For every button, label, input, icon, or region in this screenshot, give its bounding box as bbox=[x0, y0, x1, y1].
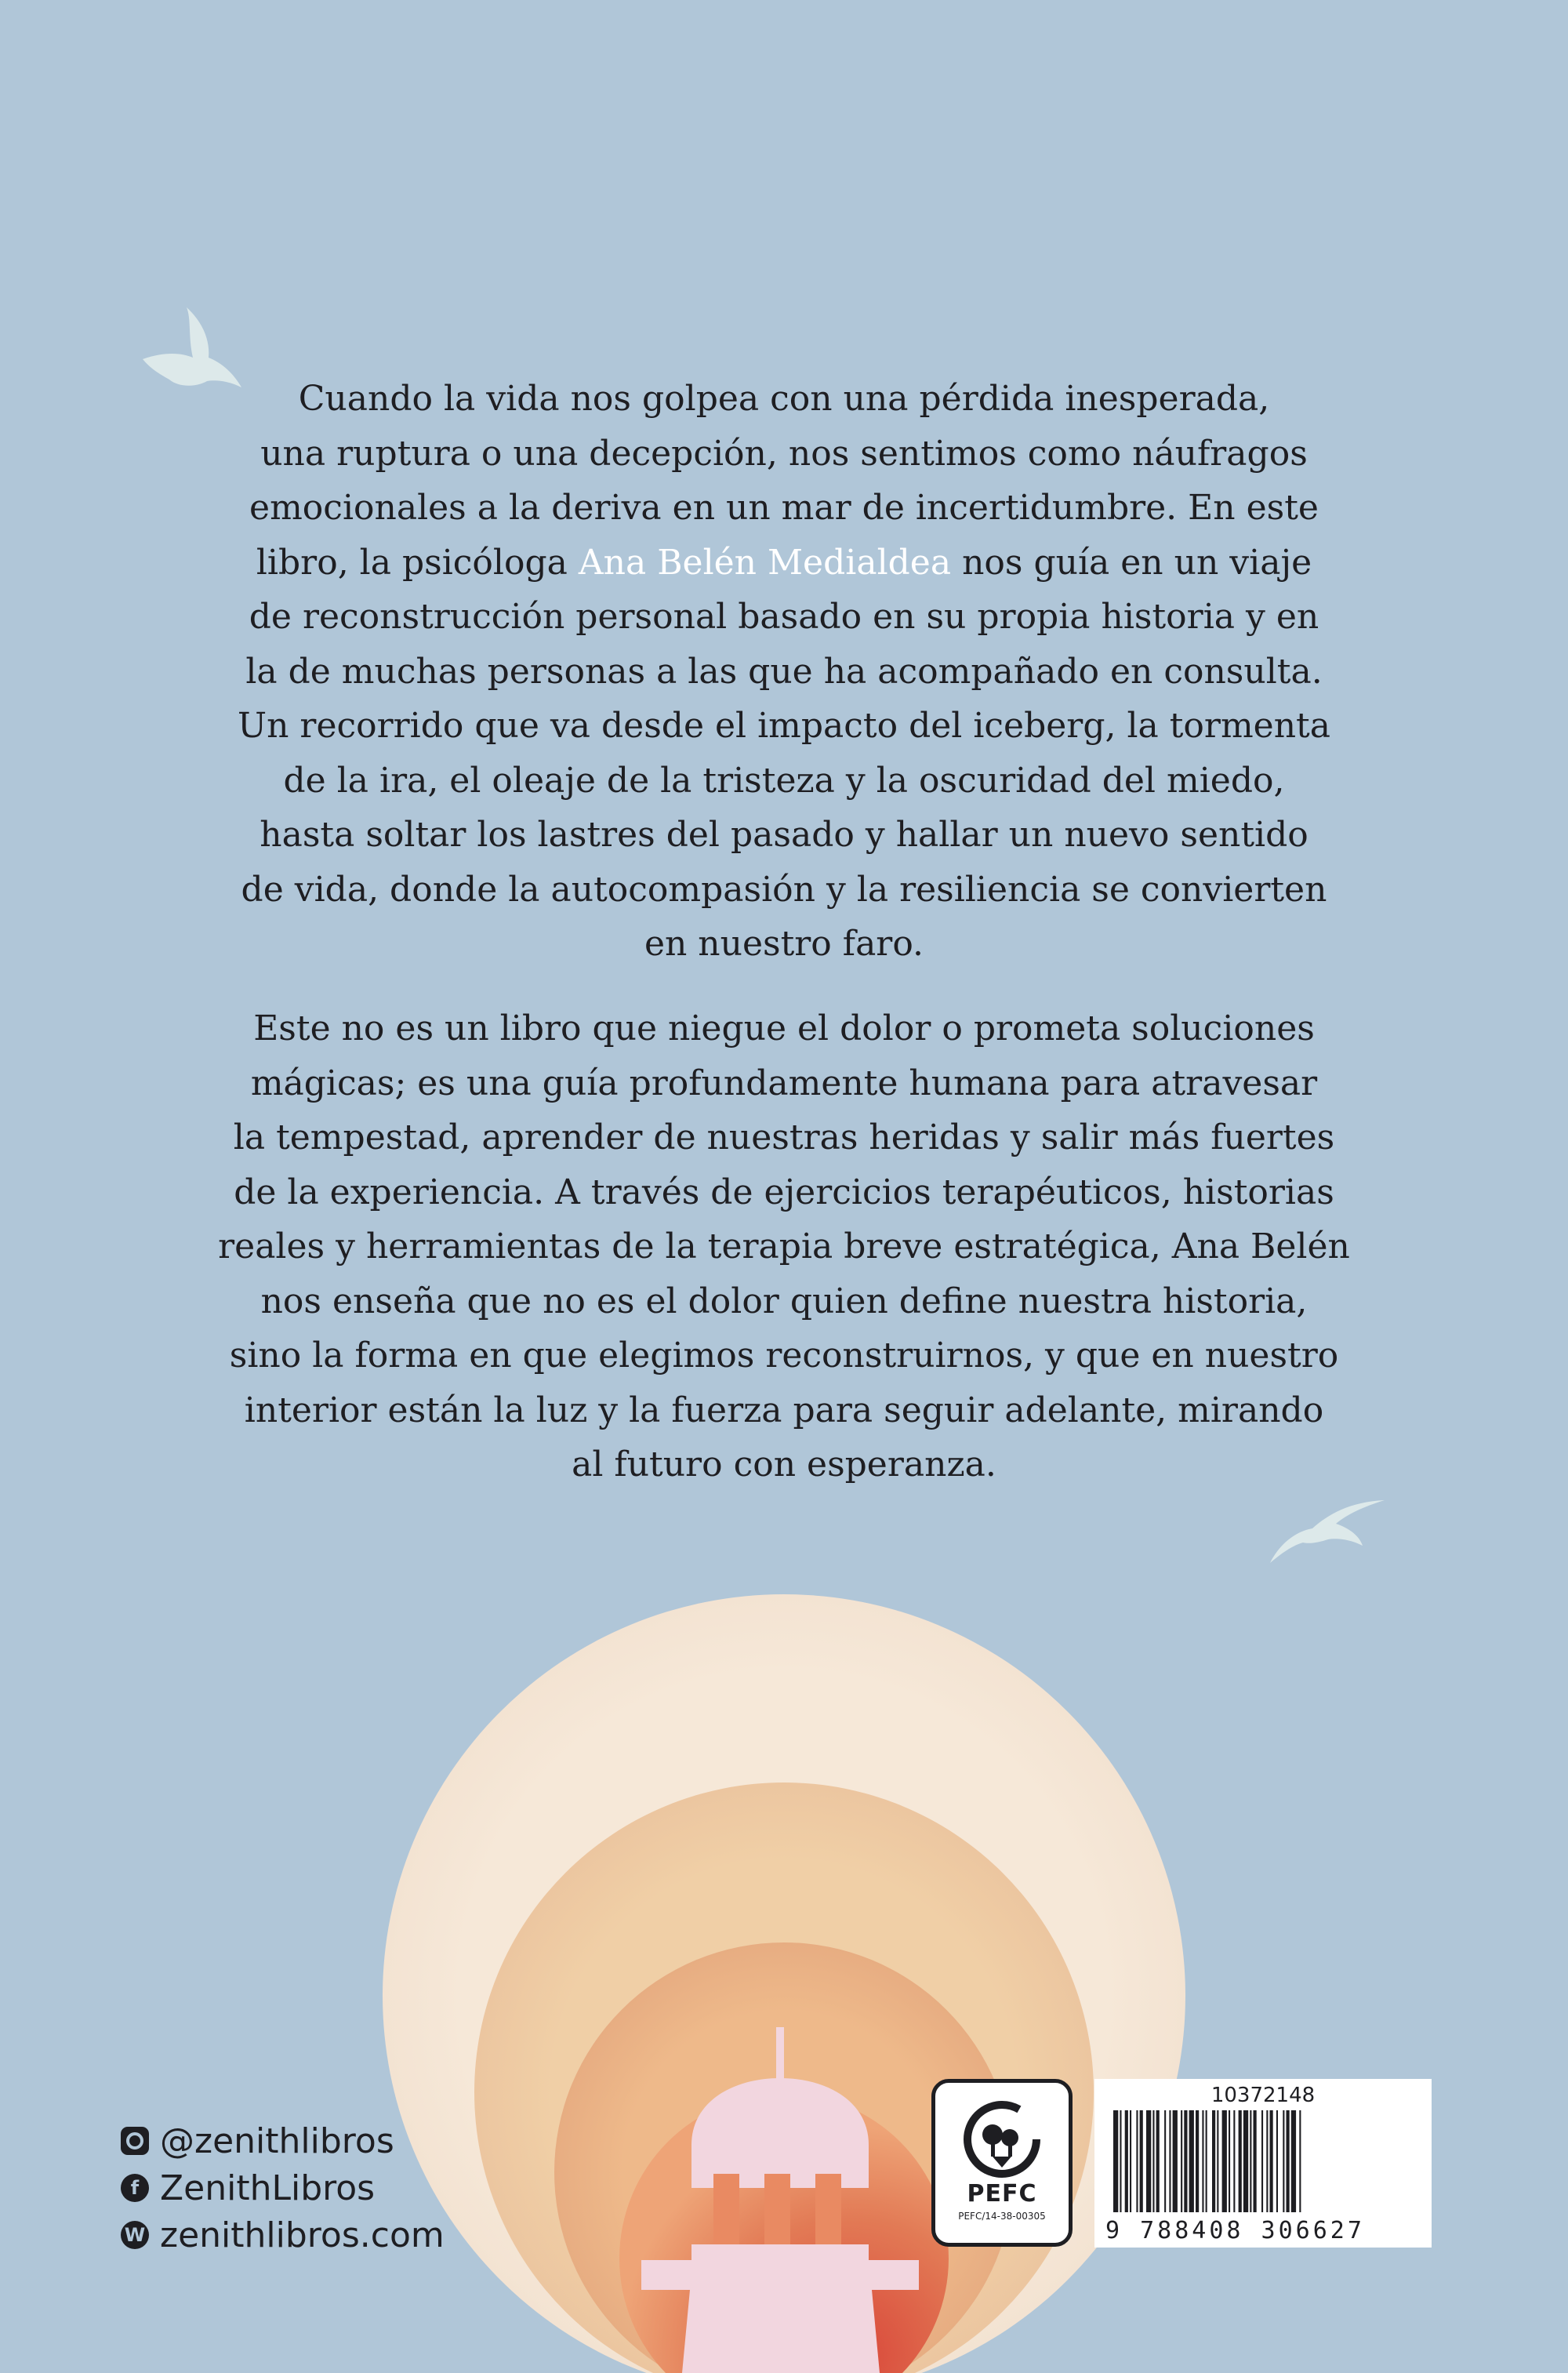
blurb-line: emocionales a la deriva en un mar de incertidumbre. En este bbox=[249, 488, 1319, 528]
barcode-bar bbox=[1146, 2110, 1151, 2212]
blurb-line: en nuestro faro. bbox=[644, 924, 924, 964]
barcode-bar bbox=[1254, 2110, 1257, 2212]
blurb-line: mágicas; es una guía profundamente humana para atravesar bbox=[250, 1063, 1318, 1103]
blurb-fragment: libro, la psicóloga bbox=[256, 542, 579, 583]
barcode-bar bbox=[1136, 2110, 1138, 2212]
barcode-bar bbox=[1156, 2110, 1160, 2212]
barcode-bar bbox=[1283, 2110, 1284, 2212]
barcode-bar bbox=[1140, 2110, 1143, 2212]
blurb-line: interior están la luz y la fuerza para seguir adelante, mirando bbox=[244, 1390, 1324, 1430]
blurb-line: nos enseña que no es el dolor quien define nuestra historia, bbox=[260, 1281, 1308, 1321]
barcode-bar bbox=[1196, 2110, 1199, 2212]
blurb-line: reales y herramientas de la terapia breve estratégica, Ana Belén bbox=[218, 1226, 1350, 1266]
pefc-logo-icon bbox=[963, 2100, 1041, 2179]
facebook-link[interactable] bbox=[121, 2164, 445, 2211]
facebook-handle: ZenithLibros bbox=[160, 2168, 376, 2208]
blurb-line: sino la forma en que elegimos reconstruirnos, y que en nuestro bbox=[229, 1335, 1339, 1375]
blurb-line: de la ira, el oleaje de la tristeza y la oscuridad del miedo, bbox=[283, 760, 1285, 801]
pefc-label bbox=[931, 2079, 1073, 2247]
pefc-name: PEFC bbox=[967, 2180, 1037, 2208]
barcode-bar bbox=[1243, 2110, 1248, 2212]
barcode-bar bbox=[1270, 2110, 1273, 2212]
barcode-bar bbox=[1250, 2110, 1251, 2212]
barcode-bar bbox=[1130, 2110, 1131, 2212]
barcode-bar bbox=[1181, 2110, 1182, 2212]
barcode-bar bbox=[1239, 2110, 1242, 2212]
barcode-bar bbox=[1287, 2110, 1290, 2212]
website-url: zenithlibros.com bbox=[160, 2215, 445, 2255]
barcode-bar bbox=[1164, 2110, 1166, 2212]
internal-code: 10372148 bbox=[1210, 2084, 1316, 2107]
instagram-link[interactable] bbox=[121, 2117, 445, 2164]
barcode-bar bbox=[1120, 2110, 1121, 2212]
barcode-bar bbox=[1217, 2110, 1218, 2212]
barcode-bar bbox=[1212, 2110, 1215, 2212]
barcode-bar bbox=[1266, 2110, 1268, 2212]
blurb-line: de vida, donde la autocompasión y la resiliencia se convierten bbox=[241, 869, 1327, 910]
barcode-bar bbox=[1261, 2110, 1263, 2212]
barcode-bar bbox=[1113, 2110, 1118, 2212]
author-name: Ana Belén Medialdea bbox=[578, 542, 952, 583]
barcode-bar bbox=[1125, 2110, 1128, 2212]
barcode-bar bbox=[1173, 2110, 1178, 2212]
blurb-line: la de muchas personas a las que ha acompañado en consulta. bbox=[245, 651, 1323, 692]
barcode-bar bbox=[1202, 2110, 1203, 2212]
blurb-line: hasta soltar los lastres del pasado y hallar un nuevo sentido bbox=[260, 815, 1308, 855]
barcode-bar bbox=[1276, 2110, 1278, 2212]
blurb-line: al futuro con esperanza. bbox=[572, 1445, 996, 1484]
blurb-line: Un recorrido que va desde el impacto del iceberg, la tormenta bbox=[238, 706, 1330, 746]
barcode-bar bbox=[1184, 2110, 1187, 2212]
barcode-bar bbox=[1291, 2110, 1296, 2212]
blurb-fragment: nos guía en un viaje bbox=[951, 542, 1312, 583]
social-links bbox=[121, 2117, 445, 2259]
isbn-number: 9 788408 306627 bbox=[1105, 2217, 1365, 2244]
barcode-bar bbox=[1189, 2110, 1194, 2212]
barcode bbox=[1094, 2079, 1432, 2248]
barcode-bar bbox=[1299, 2110, 1301, 2212]
barcode-bar bbox=[1169, 2110, 1171, 2212]
blurb-line: Cuando la vida nos golpea con una pérdida inesperada, bbox=[298, 379, 1270, 419]
blurb-line: una ruptura o una decepción, nos sentimos como náufragos bbox=[260, 433, 1308, 474]
web-icon: W bbox=[121, 2221, 149, 2249]
barcode-bar bbox=[1206, 2110, 1207, 2212]
barcode-bar bbox=[1233, 2110, 1235, 2212]
blurb-line: de reconstrucción personal basado en su propia historia y en bbox=[249, 597, 1319, 637]
barcode-bar bbox=[1152, 2110, 1154, 2212]
barcode-bars bbox=[1110, 2110, 1416, 2212]
instagram-handle: @zenithlibros bbox=[160, 2120, 394, 2161]
blurb-line: de la experiencia. A través de ejercicios terapéuticos, historias bbox=[234, 1172, 1334, 1212]
facebook-icon: f bbox=[121, 2174, 149, 2202]
barcode-bar bbox=[1222, 2110, 1227, 2212]
pefc-code: PEFC/14-38-00305 bbox=[958, 2211, 1046, 2222]
blurb-line: la tempestad, aprender de nuestras heridas y salir más fuertes bbox=[233, 1117, 1335, 1157]
website-link[interactable] bbox=[121, 2211, 445, 2259]
blurb-line: Este no es un libro que niegue el dolor o prometa soluciones bbox=[253, 1008, 1315, 1048]
barcode-bar bbox=[1229, 2110, 1230, 2212]
instagram-icon bbox=[121, 2127, 149, 2155]
